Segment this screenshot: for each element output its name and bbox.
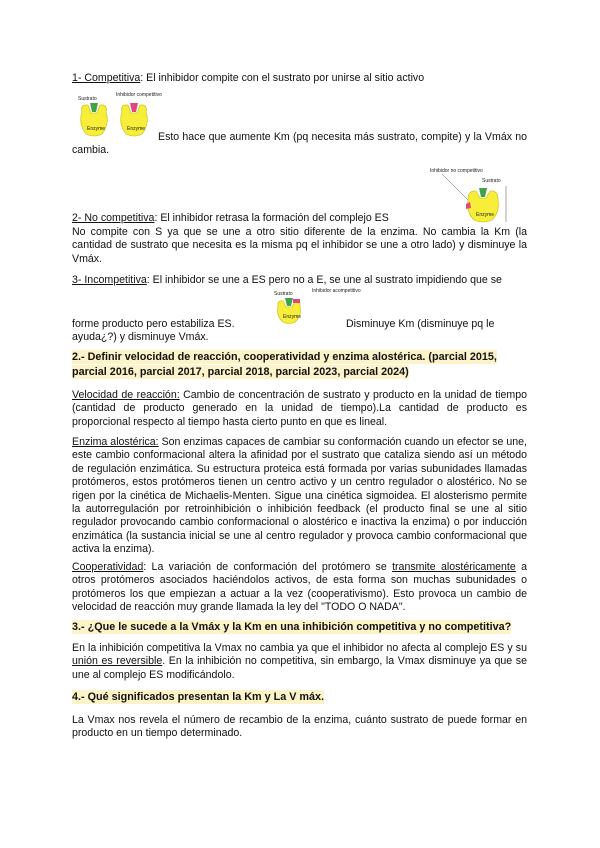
noncompetitive-inhibition-figure — [428, 164, 510, 226]
cooperatividad-text-2: a otros protómeros asociados haciéndolos activos, de esta forma son muchas subunidades o protómeros los que empiezan a actuar a la vez (cooperativismo). Esto provoca un cambio de velocidad de reacción muy grande llamada la ley del "TODO O NADA". — [72, 561, 527, 614]
fig3-inhibitor-label: Inhibidor acompetitivo — [312, 288, 361, 294]
cooperatividad-underline: transmite alostéricamente — [392, 561, 516, 573]
incompetitiva-text-2b: Disminuye Km (disminuye pq le — [346, 318, 495, 330]
fig2-inhibitor-label: Inhibidor no competitivo — [430, 168, 483, 174]
velocidad-text: Cambio de concentración de sustrato y producto en la unidad de tiempo (cantidad de producto generado en la unidad de tiempo).La cantidad de producto es proporcional respecto al tiempo hasta cierto punto en que es lineal. — [72, 389, 527, 428]
uncompetitive-inhibition-figure — [268, 286, 361, 326]
competitiva-text: : El inhibidor compite con el sustrato por unirse al sitio activo — [140, 72, 425, 84]
fig1-inhibitor-label: Inhibidor competitivo — [116, 92, 162, 98]
question-4-answer: La Vmax nos revela el número de recambio de la enzima, cuánto sustrato de puede formar en producto en un tiempo determinado. — [72, 714, 527, 740]
fig1-substrate-label: Sustrato — [78, 96, 97, 102]
velocidad-term: Velocidad de reacción: — [72, 389, 180, 401]
question-2-heading-text: 2.- Definir velocidad de reacción, cooperatividad y enzima alostérica. (parcial 2015, parcial 2016, parcial 2017, parcial 2018, parcial 2023, parcial 2024) — [72, 351, 497, 378]
no-competitiva-line-1 — [72, 212, 432, 225]
question-2-heading — [72, 350, 527, 379]
q3-text-2: . En la inhibición no competitiva, sin embargo, la Vmax disminuye ya que se une al complejo ES modificándolo. — [72, 655, 527, 681]
no-competitiva-text-b — [72, 226, 527, 266]
fig1-enzyme-label-2: Enzyme — [127, 126, 146, 132]
q3-underline: unión es reversible — [72, 655, 163, 668]
enzima-alosterica-text: Son enzimas capaces de cambiar su conformación cuando un efector se une, este cambio conformacional altera la afinidad por el sustrato que cataliza siendo así un método de regulación enzimática. Su estructura proteica está formada por varias subunidades llamadas protómeros, estos protómeros tienen un centro activo y un centro regulador o alostérico. No se rigen por la cinética de Michaelis-Menten. Sigue una cinética sigmoidea. El alosterismo permite la autorregulación por retroinhibición o inhibición feedback (el producto final se une al sitio regulador provocando cambio conformacional o alostérico e inactiva la enzima) o por inducción enzimática (la sustancia inicial se une al centro regulador y provoca cambio conformacional que activa la enzima). — [72, 436, 527, 556]
incompetitiva-text-2a: forme producto pero estabiliza ES. — [72, 318, 235, 330]
question-3-answer — [72, 642, 527, 682]
fig2-enzyme-label: Enzyme — [476, 212, 495, 218]
competitiva-text-2: Esto hace que aumente Km (pq necesita más sustrato, compite) y la Vmáx no cambia. — [72, 131, 527, 157]
fig1-enzyme-label-1: Enzyme — [87, 126, 106, 132]
cooperatividad-text-1: : La variación de conformación del protómero se — [143, 561, 393, 573]
incompetitiva-text-3: ayuda¿?) y disminuye Vmáx. — [72, 331, 209, 343]
competitiva-paragraph — [72, 72, 527, 85]
enzima-alosterica-paragraph — [72, 436, 527, 557]
no-competitiva-body: No compite con S ya que se une a otro sitio diferente de la enzima. No cambia la Km (la cantidad de sustrato que necesita es la misma pq el inhibidor se une a otro lado) y disminuye la Vmáx. — [72, 226, 527, 265]
question-4-heading — [72, 690, 527, 705]
fig3-substrate-label: Sustrato — [274, 291, 293, 297]
fig3-enzyme-label: Enzyme — [283, 314, 302, 320]
incompetitiva-title: 3- Incompetitiva — [72, 274, 147, 286]
cooperatividad-paragraph — [72, 561, 527, 615]
fig2-substrate-label: Sustrato — [482, 178, 501, 184]
question-4-heading-text: 4.- Qué significados presentan la Km y La V máx. — [72, 691, 325, 703]
q3-text-1: En la inhibición competitiva la Vmax no cambia ya que el inhibidor no afecta al complejo ES y su — [72, 642, 527, 654]
cooperatividad-term: Cooperatividad — [72, 561, 144, 573]
question-3-heading — [72, 620, 527, 635]
velocidad-paragraph — [72, 389, 527, 429]
question-3-heading-text: 3.- ¿Que le sucede a la Vmáx y la Km en una inhibición competitiva y no competitiva? — [72, 621, 512, 633]
no-competitiva-title: 2- No competitiva — [72, 212, 155, 224]
incompetitiva-text-1: : El inhibidor se une a ES pero no a E, se une al sustrato impidiendo que se — [146, 274, 502, 286]
no-competitiva-text-a: : El inhibidor retrasa la formación del complejo ES — [154, 212, 389, 224]
enzima-alosterica-term: Enzima alostérica: — [72, 436, 159, 448]
competitiva-title: 1- Competitiva — [72, 72, 141, 84]
